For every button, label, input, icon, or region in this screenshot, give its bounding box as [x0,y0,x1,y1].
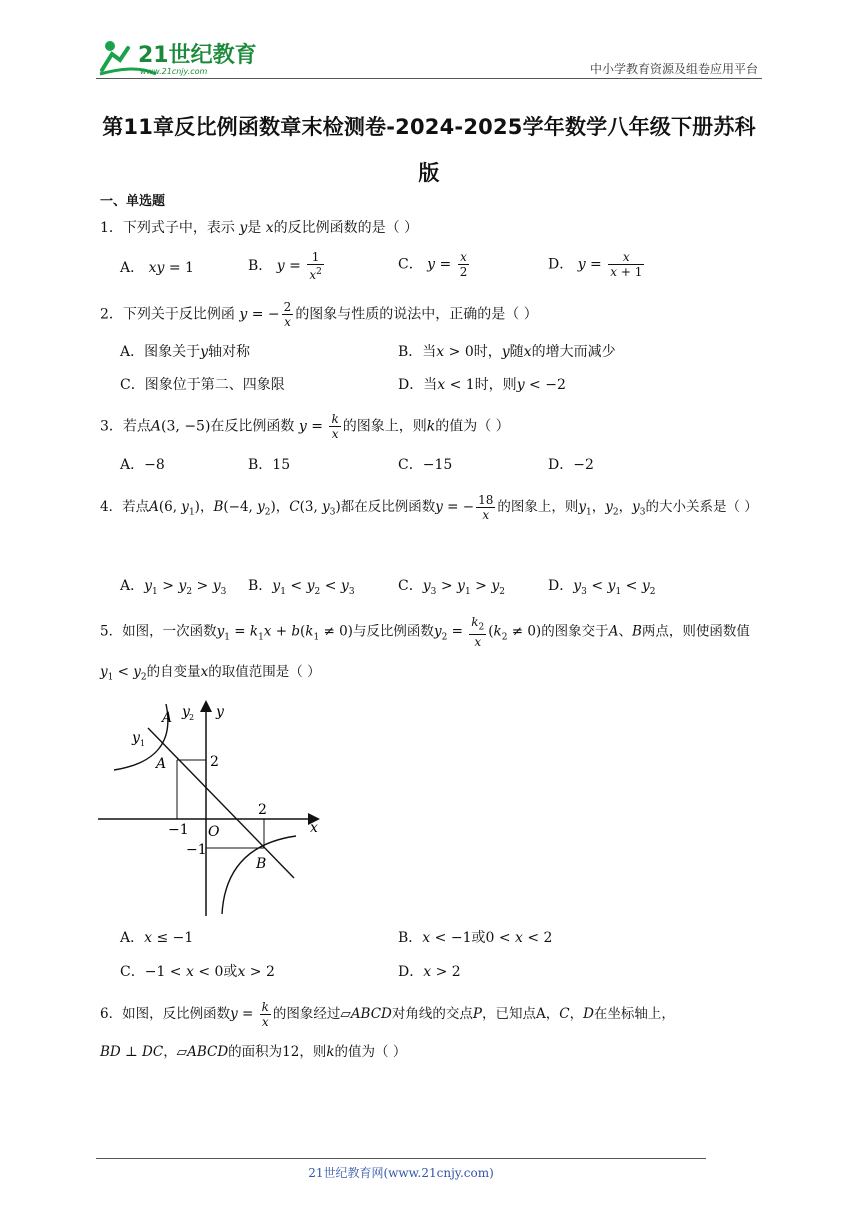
question-6-cont: BD ⊥ DC，▱ABCD的面积为12，则k的值为（ ） [100,1044,407,1060]
question-3-option-a[interactable]: A．−8 [120,457,165,473]
label-x: x [310,820,318,836]
question-5-option-c[interactable]: C．−1 < x < 0或x > 2 [120,964,275,980]
question-5-option-b[interactable]: B．x < −1或0 < x < 2 [398,930,553,946]
question-5-figure [96,700,326,920]
question-4-option-b[interactable]: B．$y_1 < y_2 < y_3$ [248,578,355,597]
header-divider [96,78,762,79]
question-2-option-b[interactable]: B．当x > 0时，y随x的增大而减少 [398,344,616,360]
header-slogan: 中小学教育资源及组卷应用平台 [589,62,758,76]
question-5-option-d[interactable]: D．x > 2 [398,964,461,980]
line-y1 [148,728,294,878]
question-3: 3．若点A(3, −5)在反比例函数 y = $\frac{k}{x}$ 的图象上，则k的值为（ ） [100,412,510,441]
question-1-option-d[interactable]: D． y = $\frac{x}{x + 1}$ [548,250,643,279]
label-y2: y [182,704,190,720]
page-title: 第11章反比例函数章末检测卷-2024-2025学年数学八年级下册苏科版 [102,115,756,185]
question-2-option-d[interactable]: D．当x < 1时，则y < −2 [398,377,566,393]
label-A-top: A [162,710,173,726]
logo-text: 21世纪教育 [138,43,257,68]
question-6: 6．如图，反比例函数y = $\frac{k}{x}$ 的图象经过▱ABCD对角线的交点P，已知点A，C，D在坐标轴上， [100,1000,675,1029]
label-origin: O [208,824,220,840]
logo-icon [96,34,266,78]
label-B: B [256,856,267,872]
svg-text:2: 2 [189,713,195,722]
logo-url: www.21cnjy.com [140,67,208,76]
question-2: 2．下列关于反比例函 y = − $\frac{2}{x}$ 的图象与性质的说法中，正确的是（ ） [100,300,538,329]
section-heading: 一、单选题 [100,194,166,209]
question-3-option-b[interactable]: B．15 [248,457,291,473]
question-5-cont: $y_1 < y_2$的自变量x的取值范围是（ ） [100,664,321,683]
question-4-option-c[interactable]: C．$y_3 > y_1 > y_2$ [398,578,505,597]
label-2-y: 2 [210,754,219,770]
question-4-option-d[interactable]: D．$y_3 < y_1 < y_2$ [548,578,656,597]
question-4: 4．若点A(6, $y_1$)，B(−4, $y_2$)，C(3, $y_3$)都在反比例函数y = − $\frac{18}{x}$ 的图象上，则$y_1$，$y_2$，$y_3$的大小关系是（ ） [100,493,758,522]
label-minus1-y: −1 [186,842,207,858]
question-4-option-a[interactable]: A．$y_1 > y_2 > y_3$ [120,578,227,597]
svg-text:1: 1 [140,739,146,748]
question-2-option-a[interactable]: A．图象关于y轴对称 [120,344,251,360]
label-2-x: 2 [258,802,267,818]
question-1-option-a[interactable]: A． xy = 1 [120,260,194,276]
page-header [96,34,762,82]
svg-text:y: y [132,730,140,746]
question-1-option-b[interactable]: B． y = $\frac{1}{x^2}$ [248,250,322,282]
page-footer[interactable]: 21世纪教育网(www.21cnjy.com) [308,1166,494,1180]
label-minus1-x: −1 [168,822,189,838]
question-1: 1．下列式子中，表示 y是 x的反比例函数的是（ ） [100,220,419,236]
question-1-option-c[interactable]: C． y = $\frac{x}{2}$ [398,250,468,279]
label-A: A [156,756,167,772]
question-3-option-c[interactable]: C．−15 [398,457,453,473]
footer-divider [96,1158,706,1159]
question-5-option-a[interactable]: A．x ≤ −1 [120,930,194,946]
question-5: 5．如图，一次函数$y_1 = k_1x + b(k_1 \ne 0)$与反比例函数$y_2$ = $\frac{k_2}{x}$ $(k_2 \ne 0)$的图象交于A、B两点，则使函数值 [100,615,750,650]
question-3-option-d[interactable]: D．−2 [548,457,594,473]
label-y: y [216,704,224,720]
question-2-option-c[interactable]: C．图象位于第二、四象限 [120,377,285,393]
